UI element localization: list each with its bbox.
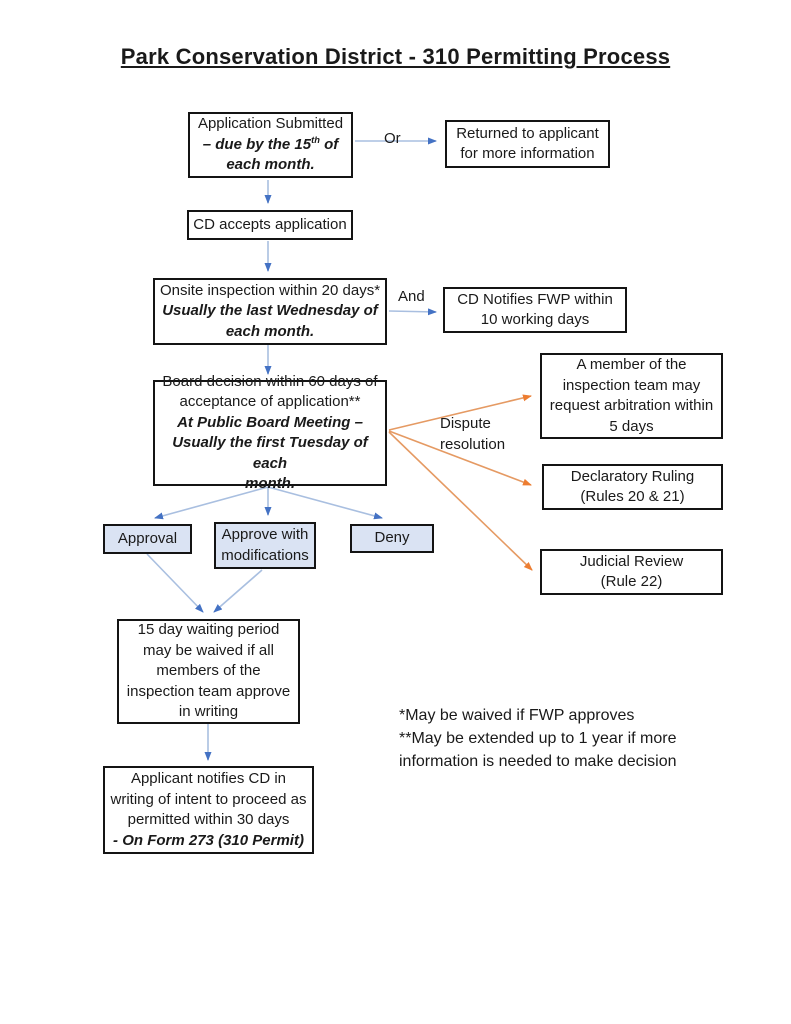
- box-line: Declaratory Ruling: [570, 467, 695, 485]
- cd-notifies-fwp-box: [443, 287, 627, 333]
- cd-accepts-application-box: [187, 210, 353, 240]
- arrow-approve-mods-to-waiting: [214, 570, 262, 612]
- declaratory-ruling-box: [542, 464, 723, 510]
- returned-to-applicant-box: [445, 120, 610, 168]
- box-line: CD Notifies FWP within: [457, 290, 613, 308]
- box-line: Usually the first Tuesday of each: [172, 434, 368, 472]
- box-line: Approve with: [221, 526, 309, 543]
- box-line: Judicial Review: [579, 552, 684, 570]
- box-line: (Rules 20 & 21): [580, 488, 685, 505]
- approve-with-modifications-box: [214, 522, 316, 569]
- footnotes: [399, 704, 705, 773]
- box-line: month.: [245, 475, 295, 492]
- box-line: 15 day waiting period: [137, 621, 280, 639]
- box-line: may be waived if all: [143, 641, 274, 659]
- box-line: modifications: [221, 546, 309, 564]
- box-line: members of the: [156, 662, 261, 680]
- and-label: And: [398, 288, 425, 305]
- box-line: 5 days: [609, 417, 654, 435]
- box-line: Approval: [117, 529, 178, 547]
- deny-box: [350, 524, 434, 553]
- approval-box: [103, 524, 192, 554]
- box-line: - On Form 273 (310 Permit): [113, 831, 304, 849]
- box-line: Onsite inspection within 20 days*: [159, 281, 381, 299]
- box-line: writing of intent to proceed as: [110, 790, 307, 808]
- box-line: 10 working days: [480, 311, 590, 328]
- footnote-extension: **May be extended up to 1 year if more information is needed to make decision: [399, 730, 677, 770]
- applicant-notifies-box: [103, 766, 314, 854]
- box-line: Board decision within 60 days of: [162, 372, 378, 390]
- box-line: inspection team may: [562, 376, 701, 394]
- footnote-fwp-waiver: *May be waived if FWP approves: [399, 707, 635, 724]
- application-submitted-box: [188, 112, 353, 178]
- box-line: each month.: [225, 322, 315, 340]
- box-line: Application Submitted: [197, 115, 344, 133]
- board-decision-box: [153, 372, 387, 492]
- arrow-approval-to-waiting: [147, 554, 203, 612]
- box-line: A member of the: [576, 356, 687, 373]
- box-line: for more information: [460, 145, 595, 162]
- page-title: Park Conservation District - 310 Permitting Process: [120, 44, 671, 69]
- dispute-resolution-label: Dispute resolution: [440, 415, 506, 453]
- box-line: inspection team approve: [126, 682, 291, 700]
- box-line: each month.: [226, 156, 315, 174]
- box-line: (Rule 22): [600, 573, 663, 590]
- or-label: Or: [384, 130, 401, 147]
- box-line: – due by the 15th of: [202, 134, 339, 153]
- box-line: CD accepts application: [193, 215, 347, 233]
- box-line: Usually the last Wednesday of: [162, 302, 378, 320]
- onsite-inspection-box: [153, 278, 387, 345]
- box-line: Deny: [374, 529, 410, 547]
- box-line: permitted within 30 days: [127, 811, 290, 828]
- box-line: Applicant notifies CD in: [130, 770, 287, 787]
- arbitration-box: [540, 353, 723, 439]
- judicial-review-box: [540, 549, 723, 595]
- box-line: in writing: [178, 703, 239, 721]
- arrow-onsite-to-notify-fwp: [389, 311, 436, 312]
- box-line: At Public Board Meeting –: [177, 413, 363, 431]
- box-line: Returned to applicant: [456, 124, 599, 142]
- waiting-period-box: [117, 619, 300, 724]
- box-line: acceptance of application**: [179, 393, 361, 410]
- box-line: request arbitration within: [549, 397, 714, 414]
